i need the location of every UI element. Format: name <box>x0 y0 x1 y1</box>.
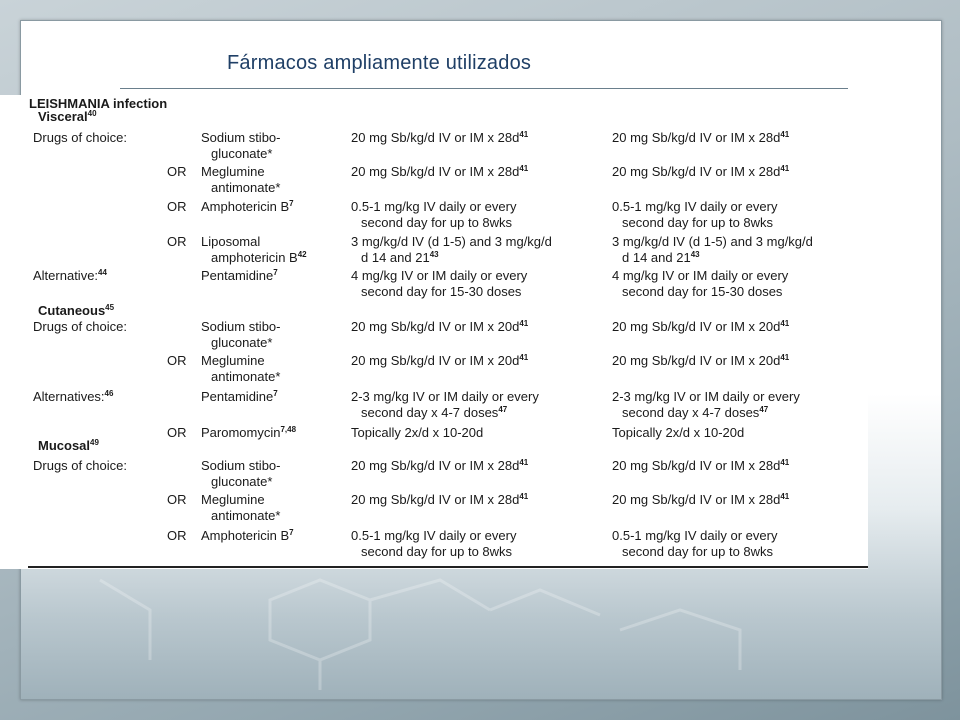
pediatric-dosage: 20 mg Sb/kg/d IV or IM x $28d^{41}$ <box>612 492 790 507</box>
drug-name: Meglumine <box>201 353 265 368</box>
row-label: Alternative:$^{44}$ <box>33 268 107 283</box>
adult-dosage: 2-3 mg/kg IV or IM daily or every <box>351 389 539 404</box>
drug-name: Liposomal <box>201 234 261 249</box>
pediatric-dosage: Topically 2x/d x 10-20d <box>612 425 745 440</box>
pediatric-dosage: 20 mg Sb/kg/d IV or IM x $20d^{41}$ <box>612 353 790 368</box>
drug-name: Amphotericin $B^7$ <box>201 199 294 214</box>
adult-dosage: 20 mg Sb/kg/d IV or IM x $28d^{41}$ <box>351 458 529 473</box>
adult-dosage-cont: d 14 and $21^{43}$ <box>361 250 439 265</box>
drug-name-cont: antimonate* <box>211 180 281 195</box>
adult-dosage: 20 mg Sb/kg/d IV or IM x $20d^{41}$ <box>351 319 529 334</box>
row-label: Drugs of choice: <box>33 458 127 473</box>
adult-dosage: 4 mg/kg IV or IM daily or every <box>351 268 528 283</box>
pediatric-dosage-cont: second day for up to 8wks <box>622 215 774 230</box>
drug-name: Amphotericin $B^7$ <box>201 528 294 543</box>
or-connector: OR <box>167 353 187 368</box>
pediatric-dosage-cont: second day x 4-7 doses$^{47}$ <box>622 405 769 420</box>
drug-name-cont: gluconate* <box>211 146 273 161</box>
adult-dosage: 20 mg Sb/kg/d IV or IM x $28d^{41}$ <box>351 130 529 145</box>
table-heading: LEISHMANIA infection <box>29 96 168 111</box>
pediatric-dosage: 20 mg Sb/kg/d IV or IM x $28d^{41}$ <box>612 130 790 145</box>
pediatric-dosage: 0.5-1 mg/kg IV daily or every <box>612 199 778 214</box>
adult-dosage: 0.5-1 mg/kg IV daily or every <box>351 528 517 543</box>
adult-dosage: 20 mg Sb/kg/d IV or IM x $28d^{41}$ <box>351 164 529 179</box>
adult-dosage: 0.5-1 mg/kg IV daily or every <box>351 199 517 214</box>
pediatric-dosage-cont: second day for 15-30 doses <box>622 284 783 299</box>
adult-dosage-cont: second day for up to 8wks <box>361 544 513 559</box>
drug-name: Pentamidine$^7$ <box>201 268 278 283</box>
adult-dosage-cont: second day for up to 8wks <box>361 215 513 230</box>
pediatric-dosage-cont: second day for up to 8wks <box>622 544 774 559</box>
drug-name: Sodium stibo- <box>201 458 281 473</box>
adult-dosage-cont: second day x 4-7 doses$^{47}$ <box>361 405 508 420</box>
treatment-table <box>0 95 868 569</box>
adult-dosage: Topically 2x/d x 10-20d <box>351 425 484 440</box>
drug-name-cont: antimonate* <box>211 369 281 384</box>
drug-name: Pentamidine$^7$ <box>201 389 278 404</box>
adult-dosage: 20 mg Sb/kg/d IV or IM x $28d^{41}$ <box>351 492 529 507</box>
drug-name-cont: gluconate* <box>211 474 273 489</box>
or-connector: OR <box>167 425 187 440</box>
row-label: Drugs of choice: <box>33 319 127 334</box>
adult-dosage: 20 mg Sb/kg/d IV or IM x $20d^{41}$ <box>351 353 529 368</box>
adult-dosage: 3 mg/kg/d IV (d 1-5) and 3 mg/kg/d <box>351 234 552 249</box>
or-connector: OR <box>167 492 187 507</box>
pediatric-dosage: 20 mg Sb/kg/d IV or IM x $20d^{41}$ <box>612 319 790 334</box>
section-heading: Mucosal$^{49}$ <box>38 438 99 453</box>
section-heading: Visceral$^{40}$ <box>38 109 97 124</box>
row-label: Alternatives:$^{46}$ <box>33 389 114 404</box>
drug-name: Sodium stibo- <box>201 130 281 145</box>
adult-dosage-cont: second day for 15-30 doses <box>361 284 522 299</box>
pediatric-dosage: 4 mg/kg IV or IM daily or every <box>612 268 789 283</box>
title-divider <box>120 88 848 89</box>
drug-name: Sodium stibo- <box>201 319 281 334</box>
or-connector: OR <box>167 234 187 249</box>
row-label: Drugs of choice: <box>33 130 127 145</box>
drug-name: Meglumine <box>201 164 265 179</box>
drug-name-cont: antimonate* <box>211 508 281 523</box>
or-connector: OR <box>167 199 187 214</box>
table-bottom-rule <box>28 566 868 568</box>
slide-title: Fármacos ampliamente utilizados <box>227 52 532 74</box>
drug-name-cont: gluconate* <box>211 335 273 350</box>
pediatric-dosage: 0.5-1 mg/kg IV daily or every <box>612 528 778 543</box>
or-connector: OR <box>167 528 187 543</box>
pediatric-dosage: 3 mg/kg/d IV (d 1-5) and 3 mg/kg/d <box>612 234 813 249</box>
drug-name: Paromomycin$^{7,48}$ <box>201 425 297 440</box>
drug-name-cont: amphotericin $B^{42}$ <box>211 250 307 265</box>
pediatric-dosage: 20 mg Sb/kg/d IV or IM x $28d^{41}$ <box>612 164 790 179</box>
or-connector: OR <box>167 164 187 179</box>
pediatric-dosage: 20 mg Sb/kg/d IV or IM x $28d^{41}$ <box>612 458 790 473</box>
pediatric-dosage: 2-3 mg/kg IV or IM daily or every <box>612 389 800 404</box>
pediatric-dosage-cont: d 14 and $21^{43}$ <box>622 250 700 265</box>
drug-name: Meglumine <box>201 492 265 507</box>
section-heading: Cutaneous$^{45}$ <box>38 303 115 318</box>
